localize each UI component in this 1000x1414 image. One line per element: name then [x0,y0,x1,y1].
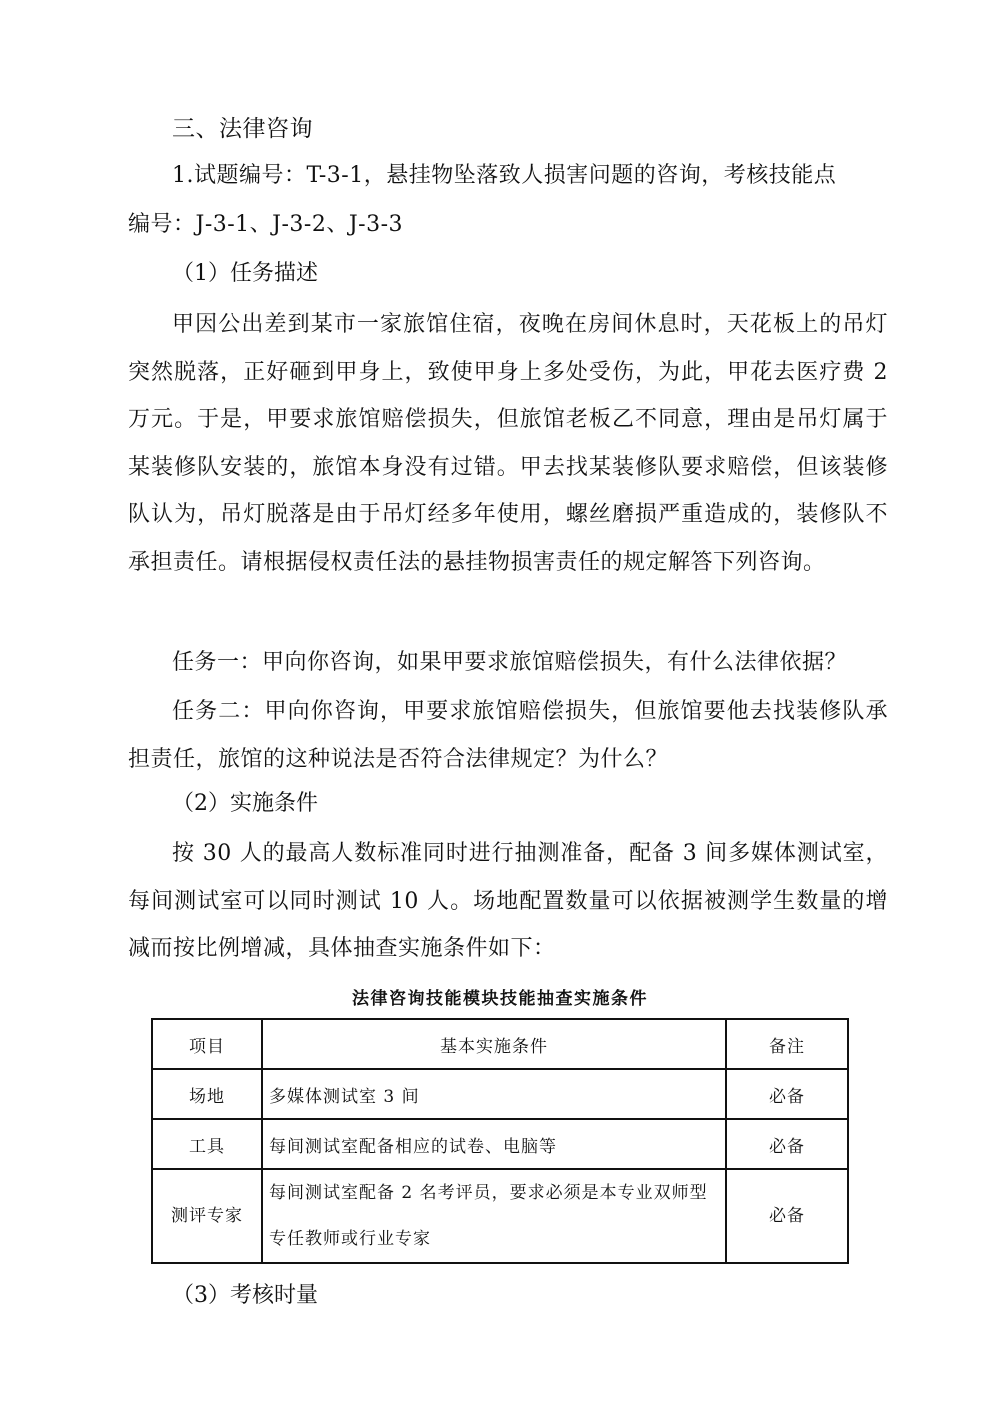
task-description-paragraph: 甲因公出差到某市一家旅馆住宿，夜晚在房间休息时，天花板上的吊灯突然脱落，正好砸到甲身上，致使甲身上多处受伤，为此，甲花去医疗费 2 万元。于是，甲要求旅馆赔偿损失，但旅馆老板乙不同意，理由是吊灯属于某装修队安装的，旅馆本身没有过错。甲去找某装修队要求赔偿，但该装修队认为，吊灯脱落是由于吊灯经多年使用，螺丝磨损严重造成的，装修队不承担责任。请根据侵权责任法的悬挂物损害责任的规定解答下列咨询。 [128,312,888,575]
table-header-row [152,1019,848,1069]
table-row [152,1069,848,1119]
cell-note: 必备 [726,1169,848,1263]
table-title: 法律咨询技能模块技能抽查实施条件 [352,989,648,1009]
header-note: 备注 [726,1019,848,1069]
table-row [152,1169,848,1263]
implementation-heading: （2）实施条件 [172,791,318,816]
table-row [152,1119,848,1169]
question-line-2: 编号：J-3-1、J-3-2、J-3-3 [128,212,404,237]
cell-item: 工具 [152,1119,262,1169]
question-line-1: 1.试题编号：T-3-1，悬挂物坠落致人损害问题的咨询，考核技能点 [172,163,837,188]
cell-condition: 多媒体测试室 3 间 [262,1069,726,1119]
cell-note: 必备 [726,1069,848,1119]
conditions-table [151,1018,849,1264]
cell-condition: 每间测试室配备 2 名考评员，要求必须是本专业双师型专任教师或行业专家 [262,1169,726,1263]
header-condition: 基本实施条件 [262,1019,726,1069]
section-title: 三、法律咨询 [172,116,313,142]
cell-item: 测评专家 [152,1169,262,1263]
cell-condition: 每间测试室配备相应的试卷、电脑等 [262,1119,726,1169]
assessment-time-heading: （3）考核时量 [172,1283,318,1308]
task-two: 任务二：甲向你咨询，甲要求旅馆赔偿损失，但旅馆要他去找装修队承担责任，旅馆的这种说法是否符合法律规定？为什么？ [128,699,888,772]
task-one: 任务一：甲向你咨询，如果甲要求旅馆赔偿损失，有什么法律依据？ [172,650,848,675]
implementation-paragraph: 按 30 人的最高人数标准同时进行抽测准备，配备 3 间多媒体测试室，每间测试室可以同时测试 10 人。场地配置数量可以依据被测学生数量的增减而按比例增减，具体抽查实施条件如下： [128,841,888,961]
cell-note: 必备 [726,1119,848,1169]
task-description-heading: （1）任务描述 [172,261,318,286]
header-item: 项目 [152,1019,262,1069]
cell-item: 场地 [152,1069,262,1119]
